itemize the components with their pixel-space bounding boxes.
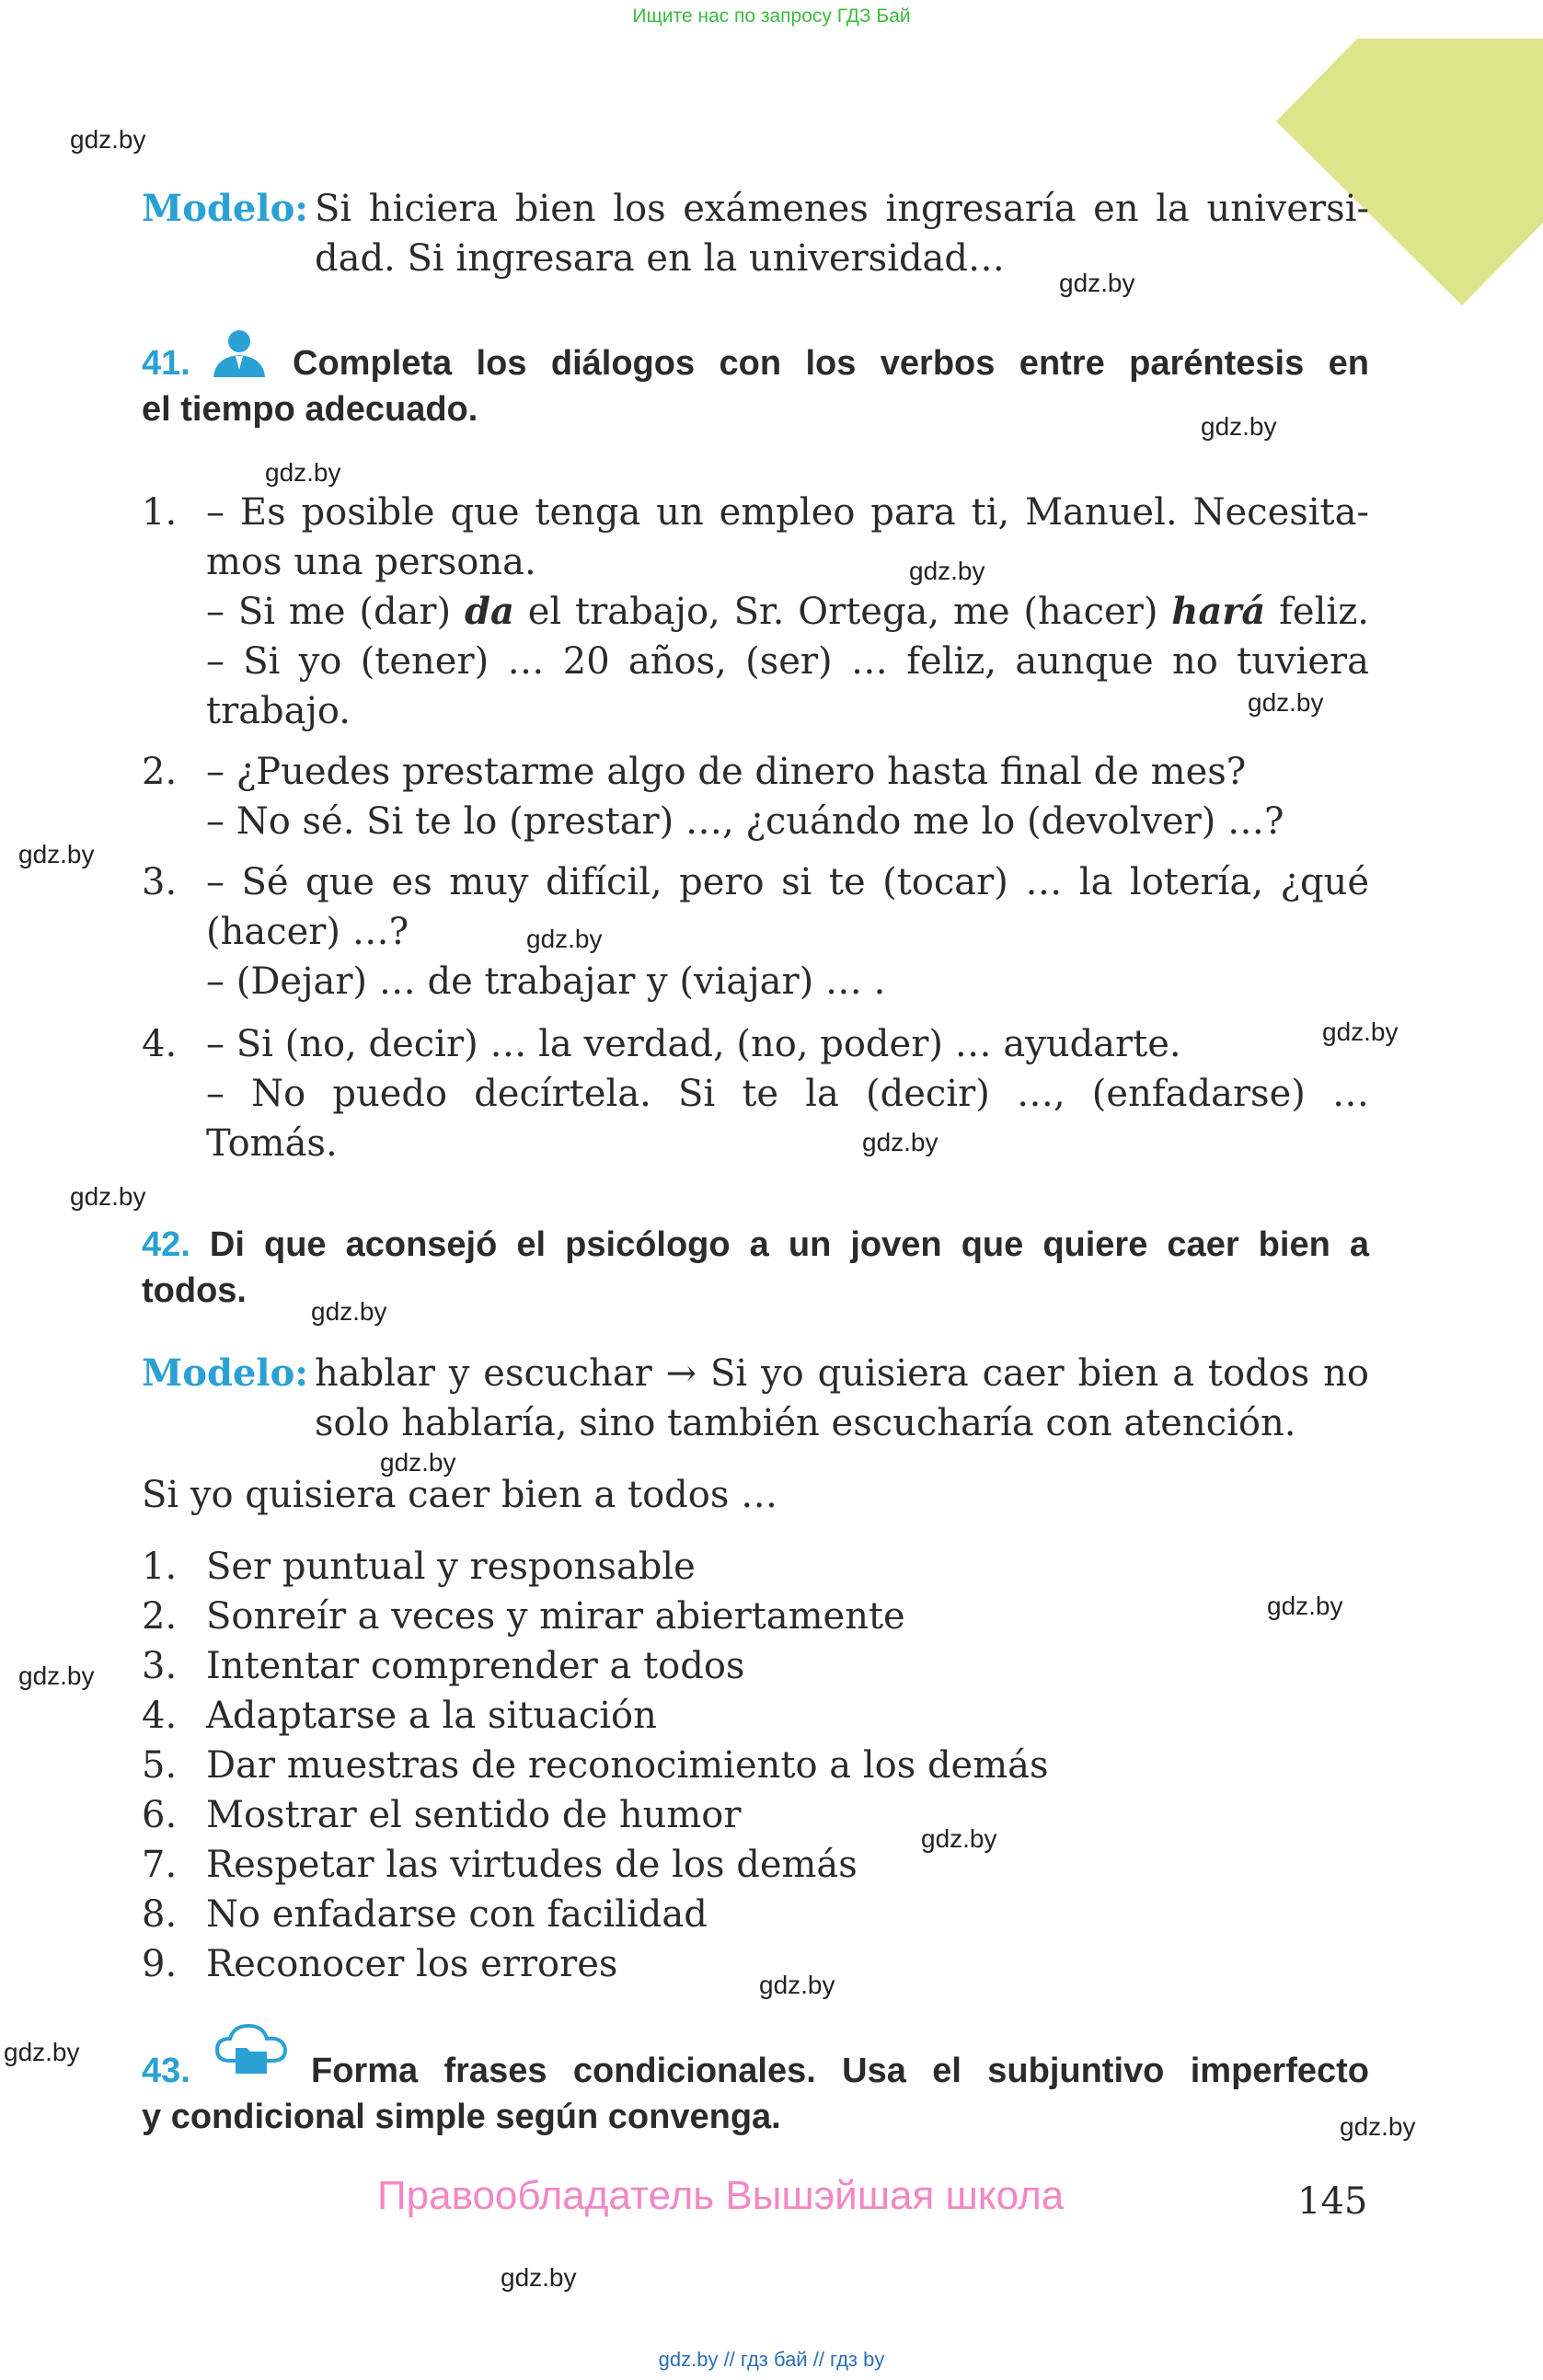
watermark: gdz.by <box>1340 2112 1416 2141</box>
dialogue-line: trabajo. <box>206 690 351 732</box>
watermark: gdz.by <box>1248 688 1324 717</box>
exercise-number: 41. <box>142 344 190 383</box>
exercise-number: 42. <box>142 1225 190 1264</box>
model-line: Si hiciera bien los exámenes ingresaría en la universi- <box>315 188 1369 230</box>
watermark: gdz.by <box>862 1128 938 1156</box>
watermark: gdz.by <box>1059 269 1135 297</box>
watermark: gdz.by <box>921 1824 997 1853</box>
dialogue-line: – Si (no, decir) … la verdad, (no, poder) … ayudarte. <box>206 1023 1181 1065</box>
watermark: gdz.by <box>4 2038 80 2066</box>
watermark: gdz.by <box>1267 1592 1343 1620</box>
watermark: gdz.by <box>311 1297 387 1326</box>
page-number: 145 <box>1297 2180 1368 2223</box>
answer-example: hará <box>1171 590 1266 633</box>
dialogue-line: – Si yo (tener) … 20 años, (ser) … feliz, aunque no tuviera <box>206 640 1369 683</box>
watermark: gdz.by <box>70 1182 146 1211</box>
exercise-title: el tiempo adecuado. <box>142 390 478 429</box>
exercise-title: Completa los diálogos con los verbos entre paréntesis en <box>293 344 1369 383</box>
dialogue-line: – Es posible que tenga un empleo para ti, Manuel. Necesita- <box>206 491 1369 534</box>
answer-example: da <box>464 590 514 633</box>
exercise-title: Forma frases condicionales. Usa el subjuntivo imperfecto <box>311 2052 1369 2090</box>
watermark: gdz.by <box>18 840 95 868</box>
dialogue-line: – ¿Puedes prestarme algo de dinero hasta final de mes? <box>206 751 1247 793</box>
list-item <box>142 747 1369 846</box>
watermark: gdz.by <box>70 125 146 154</box>
model-line: hablar y escuchar → Si yo quisiera caer bien a todos no <box>315 1352 1369 1395</box>
person-icon <box>210 328 269 379</box>
exercise-title: 42. Di que aconsejó el psicólogo a un joven que quiere caer bien a <box>142 1225 1370 1264</box>
watermark: gdz.by <box>1322 1018 1399 1046</box>
item-number: 1. <box>142 491 178 534</box>
item-number: 4. <box>142 1023 178 1065</box>
model-line: solo hablaría, sino también escucharía con atención. <box>315 1402 1296 1444</box>
dialogue-line: – No sé. Si te lo (prestar) …, ¿cuándo me lo (devolver) …? <box>206 800 1284 843</box>
model-line: dad. Si ingresara en la universidad… <box>315 237 1005 280</box>
watermark: gdz.by <box>265 458 341 487</box>
watermark: gdz.by <box>501 2263 577 2292</box>
list-item <box>142 488 1369 736</box>
dialogue-line: mos una persona. <box>206 541 536 583</box>
exercise-number: 43. <box>142 2052 190 2090</box>
bottom-links[interactable]: gdz.by // гдз бай // гдз by <box>658 2348 885 2371</box>
watermark: gdz.by <box>18 1661 95 1690</box>
exercise-title: y condicional simple según convenga. <box>142 2098 781 2136</box>
model-label: Modelo: <box>142 187 309 230</box>
dialogue-line: (hacer) …? <box>206 911 409 953</box>
watermark: gdz.by <box>526 925 603 953</box>
list-item <box>142 857 1369 1006</box>
dialogue-line: – No puedo decírtela. Si te la (decir) …, (enfadarse) … <box>206 1073 1369 1115</box>
dialogue-line: – (Dejar) … de trabajar y (viajar) … . <box>206 960 886 1003</box>
cloud-folder-icon <box>213 2020 289 2079</box>
intro-text: Si yo quisiera caer bien a todos … <box>142 1474 778 1516</box>
watermark: gdz.by <box>909 557 985 585</box>
watermark: gdz.by <box>759 1971 835 1999</box>
top-banner: Ищите нас по запросу ГДЗ Бай <box>632 6 911 27</box>
exercise-title: todos. <box>142 1271 247 1310</box>
list-item <box>142 1019 1369 1168</box>
item-number: 3. <box>142 861 178 903</box>
copyright-owner: Правообладатель Вышэйшая школа <box>377 2173 1065 2218</box>
dialogue-line: Tomás. <box>206 1122 338 1165</box>
corner-decoration <box>1276 39 1543 305</box>
watermark: gdz.by <box>380 1448 456 1477</box>
model-label: Modelo: <box>142 1351 309 1395</box>
item-number: 2. <box>142 751 178 793</box>
dialogue-line: – Si me (dar) da el trabajo, Sr. Ortega, me (hacer) hará feliz. <box>206 590 1369 633</box>
watermark: gdz.by <box>1201 412 1277 441</box>
dialogue-line: – Sé que es muy difícil, pero si te (tocar) … la lotería, ¿qué <box>206 861 1369 903</box>
